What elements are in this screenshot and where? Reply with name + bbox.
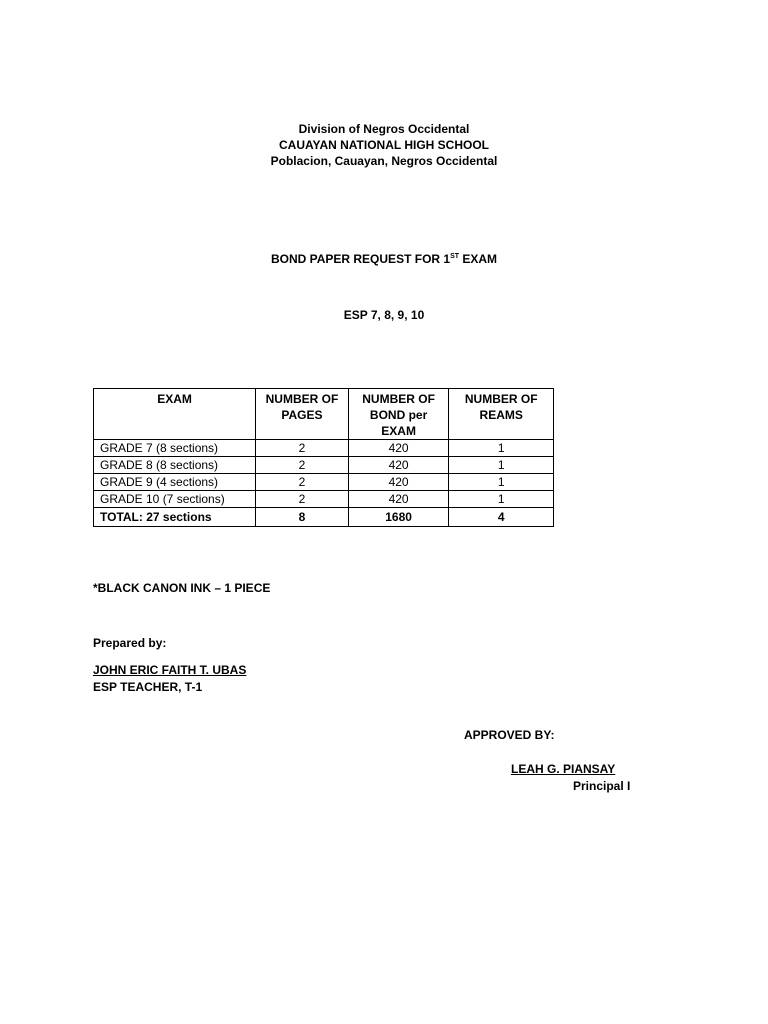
division-name: Division of Negros Occidental [298, 122, 470, 136]
table-row [94, 491, 554, 508]
row-bond: 420 [348, 457, 449, 474]
prepared-by-position: ESP TEACHER, T-1 [93, 680, 203, 694]
row-reams: 1 [449, 457, 554, 474]
row-reams: 1 [449, 474, 554, 491]
table-row [94, 457, 554, 474]
total-reams: 4 [449, 508, 554, 527]
document-header [0, 121, 768, 169]
header-pages-line2: PAGES [281, 408, 323, 422]
header-bond-line3: EXAM [381, 424, 416, 438]
header-reams-line2: REAMS [479, 408, 523, 422]
school-name: CAUAYAN NATIONAL HIGH SCHOOL [278, 138, 490, 152]
school-address: Poblacion, Cauayan, Negros Occidental [270, 154, 498, 168]
total-exam: TOTAL: 27 sections [94, 508, 256, 527]
row-pages: 2 [256, 474, 349, 491]
header-pages [256, 389, 349, 440]
row-bond: 420 [348, 491, 449, 508]
row-reams: 1 [449, 440, 554, 457]
title-superscript: ST [450, 253, 460, 260]
header-bond [348, 389, 449, 440]
title-suffix: EXAM [459, 252, 498, 266]
total-bond: 1680 [348, 508, 449, 527]
bond-paper-table [93, 388, 554, 527]
row-exam: GRADE 8 (8 sections) [94, 457, 256, 474]
row-pages: 2 [256, 491, 349, 508]
ink-note: *BLACK CANON INK – 1 PIECE [93, 581, 271, 595]
row-pages: 2 [256, 457, 349, 474]
header-bond-line1: NUMBER OF [362, 392, 435, 406]
approved-by-position: Principal I [573, 779, 631, 793]
table-total-row [94, 508, 554, 527]
row-exam: GRADE 7 (8 sections) [94, 440, 256, 457]
title-prefix: BOND PAPER REQUEST FOR 1 [270, 252, 451, 266]
table-row [94, 440, 554, 457]
total-pages: 8 [256, 508, 349, 527]
header-exam [94, 389, 256, 440]
approved-by-name: LEAH G. PIANSAY [511, 762, 616, 776]
table-header-row [94, 389, 554, 440]
header-reams-line1: NUMBER OF [464, 392, 538, 406]
prepared-by-name: JOHN ERIC FAITH T. UBAS [93, 663, 247, 677]
row-pages: 2 [256, 440, 349, 457]
subject-line: ESP 7, 8, 9, 10 [343, 308, 425, 322]
table-row [94, 474, 554, 491]
document-title [0, 251, 768, 267]
row-exam: GRADE 9 (4 sections) [94, 474, 256, 491]
row-reams: 1 [449, 491, 554, 508]
header-reams [449, 389, 554, 440]
row-exam: GRADE 10 (7 sections) [94, 491, 256, 508]
approved-by-label: APPROVED BY: [464, 728, 555, 742]
header-exam-label: EXAM [157, 392, 192, 406]
header-pages-line1: NUMBER OF [265, 392, 339, 406]
prepared-by-label: Prepared by: [93, 636, 167, 650]
header-bond-line2: BOND per [369, 408, 428, 422]
row-bond: 420 [348, 440, 449, 457]
row-bond: 420 [348, 474, 449, 491]
